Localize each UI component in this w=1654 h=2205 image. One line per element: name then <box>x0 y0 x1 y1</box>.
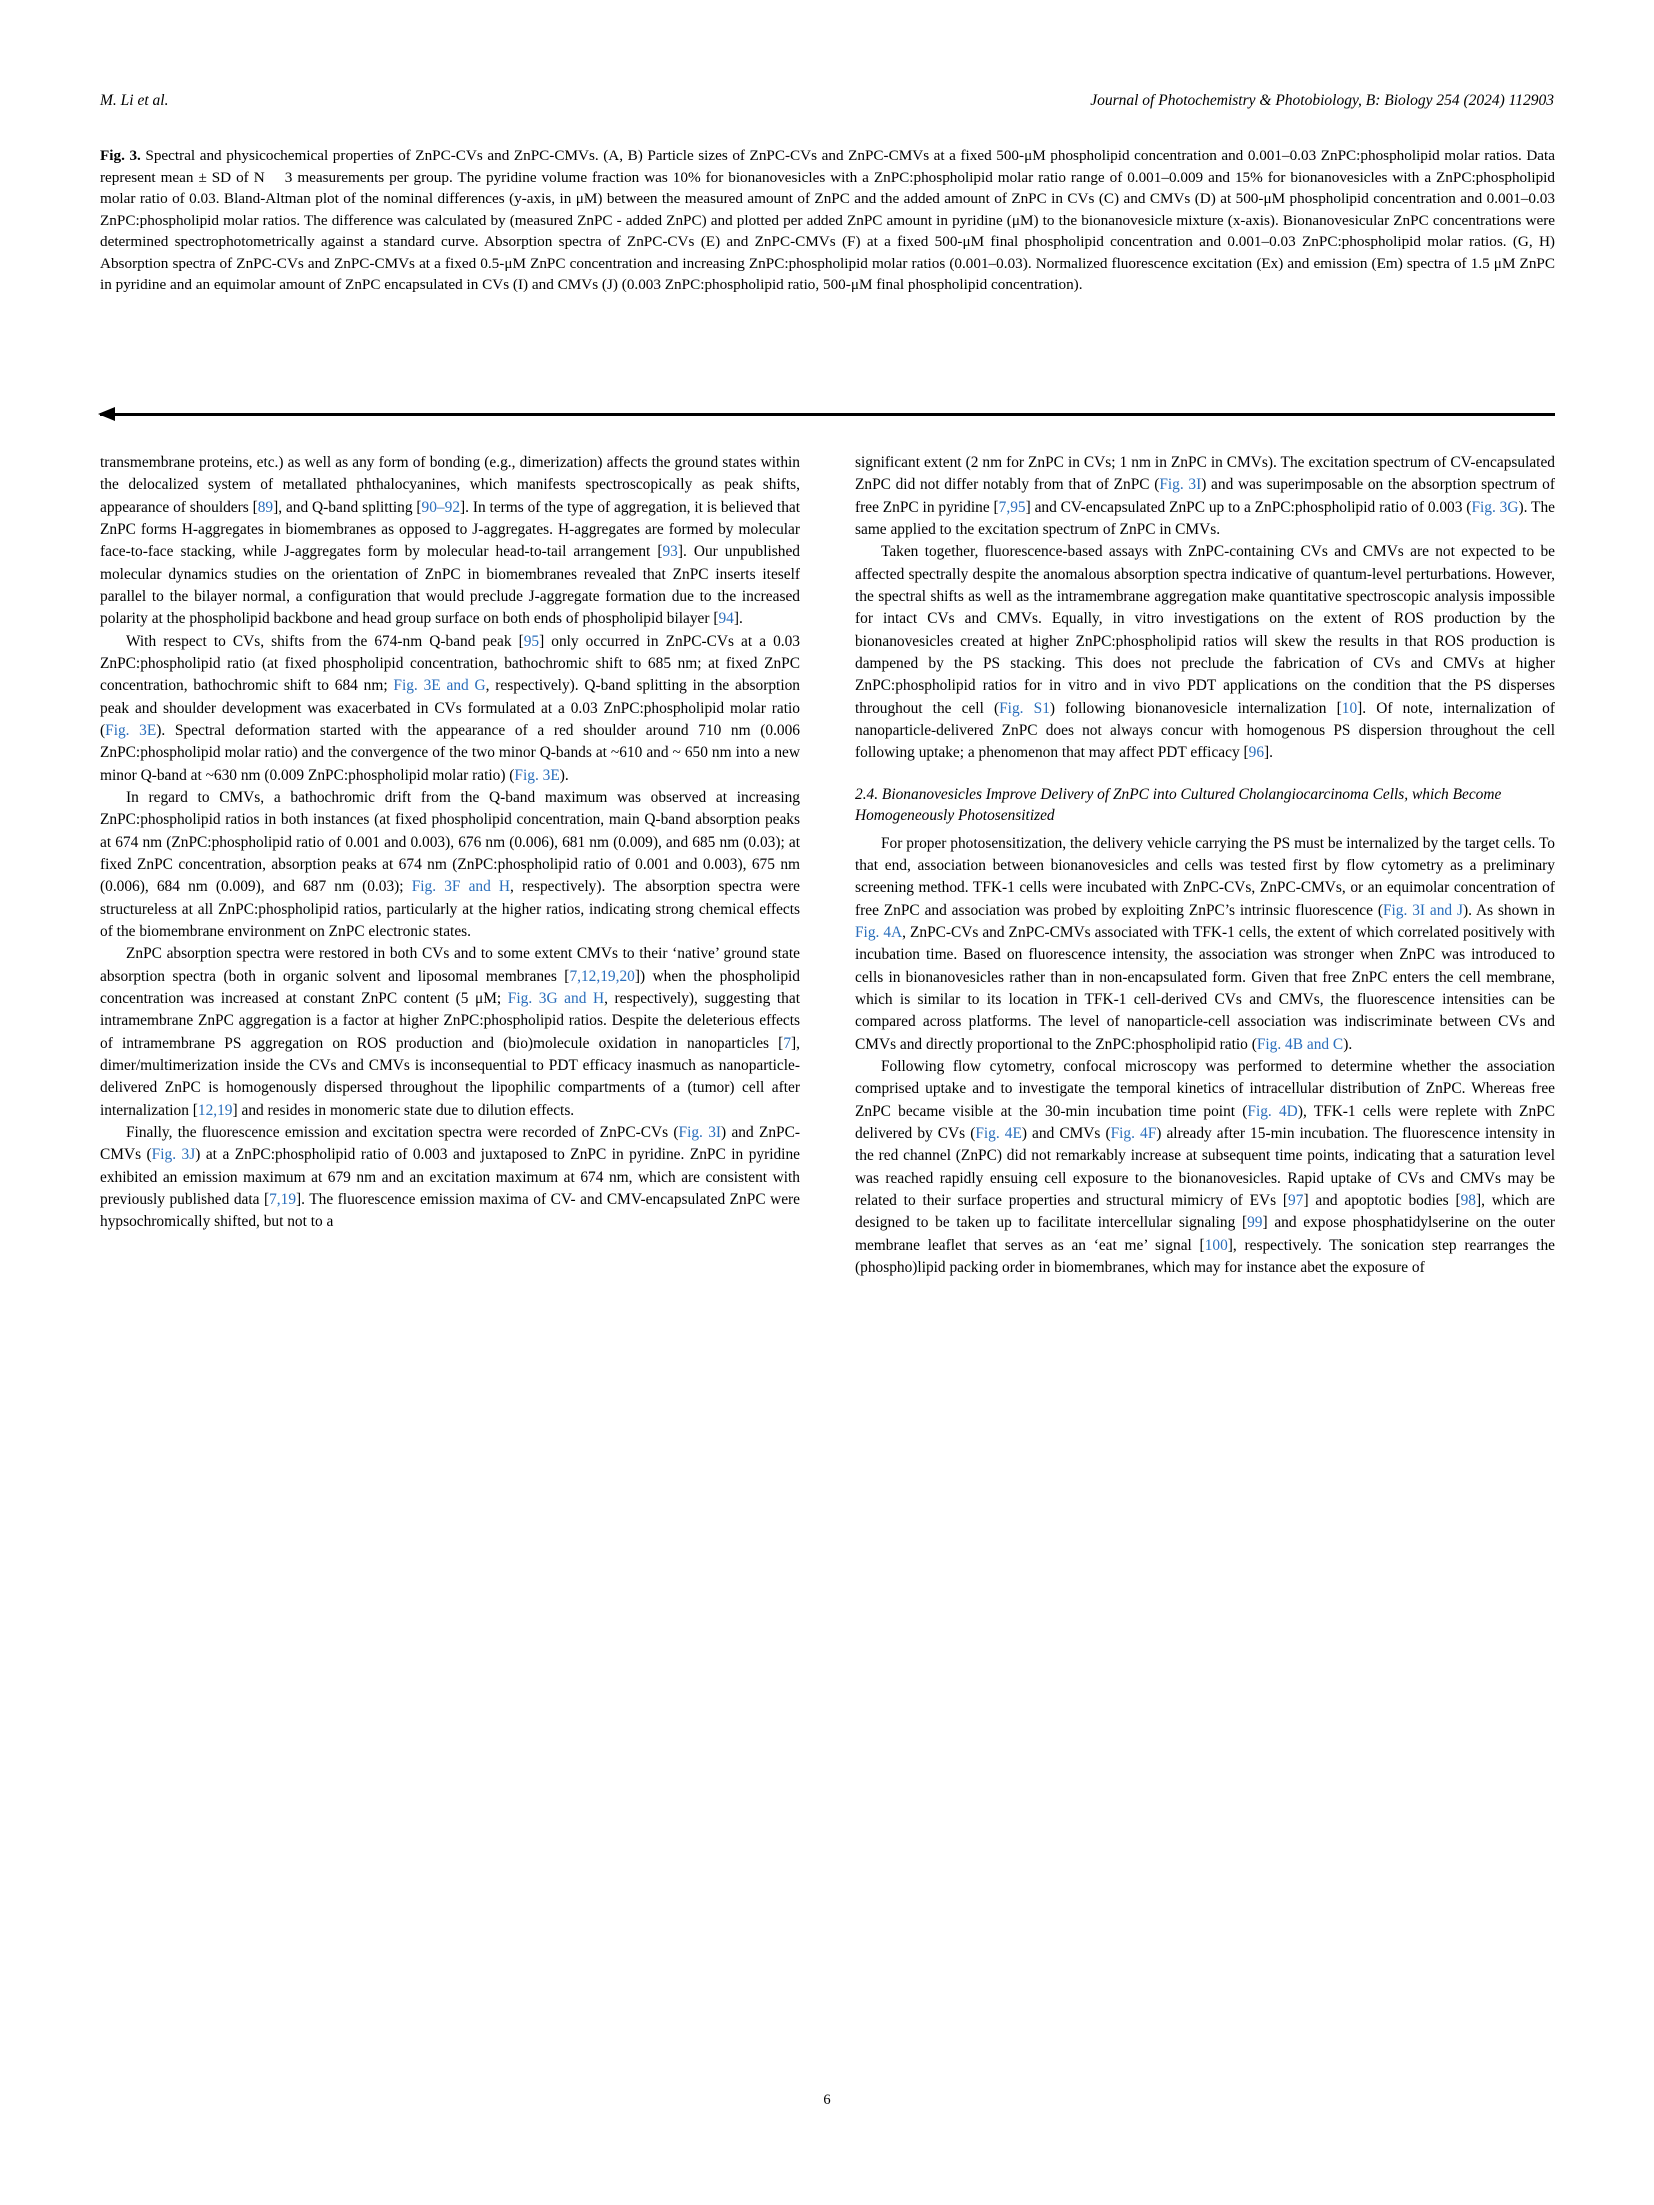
paragraph: In regard to CMVs, a bathochromic drift from the Q-band maximum was observed at increasing ZnPC:phospholipid ratios in both instances (at fixed phospholipid concentration, main Q-band absorption peaks at 674 nm (ZnPC:phospholipid ratio of 0.001 and 0.003), 676 nm (0.006), 681 nm (0.009), and 685 nm (0.03); at fixed ZnPC concentration, absorption peaks at 674 nm (ZnPC:phospholipid ratio of 0.001 and 0.003), 675 nm (0.006), 684 nm (0.009), and 687 nm (0.03); Fig. 3F and H, respectively). The absorption spectra were structureless at all ZnPC:phospholipid ratios, particularly at the higher ratios, indicating strong chemical effects of the biomembrane environment on ZnPC electronic states. <box>100 788 800 940</box>
paragraph: ZnPC absorption spectra were restored in both CVs and to some extent CMVs to their ‘native’ ground state absorption spectra (both in organic solvent and liposomal membranes [7,12,19,20]) when the phospholipid concentration was increased at constant ZnPC content (5 μM; Fig. 3G and H, respectively), suggesting that intramembrane ZnPC aggregation is a factor at higher ZnPC:phospholipid ratios. Despite the deleterious effects of intramembrane PS aggregation on ROS production and (bio)molecule oxidation in nanoparticles [7], dimer/multimerization inside the CVs and CMVs is inconsequential to PDT efficacy inasmuch as nanoparticle-delivered ZnPC is homogenously dispersed throughout the lipophilic compartments of a (tumor) cell after internalization [12,19] and resides in monomeric state due to dilution effects. <box>100 945 800 1119</box>
caption-divider <box>100 408 1555 420</box>
figure-caption-text: Spectral and physicochemical properties of ZnPC-CVs and ZnPC-CMVs. (A, B) Particle sizes of ZnPC-CVs and ZnPC-CMVs at a fixed 500-μM phospholipid concentration and 0.001–0.03 ZnPC:phospholipid molar ratios. Data represent mean ± SD of N 3 measurements per group. The pyridine volume fraction was 10% for bionanovesicles with a ZnPC:phospholipid molar ratio range of 0.001–0.009 and 15% for bionanovesicles with a ZnPC:phospholipid molar ratio of 0.03. Bland-Altman plot of the nominal differences (y-axis, in μM) between the measured amount of ZnPC and the added amount of ZnPC in CVs (C) and CMVs (D) at 500-μM phospholipid concentration and 0.001–0.03 ZnPC:phospholipid molar ratios. The difference was calculated by (measured ZnPC - added ZnPC) and plotted per added ZnPC amount in pyridine (μM) to the bionanovesicle mixture (x-axis). Bionanovesicular ZnPC concentrations were determined spectrophotometrically against a standard curve. Absorption spectra of ZnPC-CVs (E) and ZnPC-CMVs (F) at a fixed 500-μM final phospholipid concentration and 0.001–0.03 ZnPC:phospholipid molar ratios. (G, H) Absorption spectra of ZnPC-CVs and ZnPC-CMVs at a fixed 0.5-μM ZnPC concentration and increasing ZnPC:phospholipid molar ratios (0.001–0.03). Normalized fluorescence excitation (Ex) and emission (Em) spectra of 1.5 μM ZnPC in pyridine and an equimolar amount of ZnPC encapsulated in CVs (I) and CMVs (J) (0.003 ZnPC:phospholipid ratio, 500-μM final phospholipid concentration). <box>100 147 1555 294</box>
page-number: 6 <box>823 2092 831 2108</box>
section-subheading: 2.4. Bionanovesicles Improve Delivery of ZnPC into Cultured Cholangiocarcinoma Cells, which Become Homogeneously Photosensitized <box>855 785 1502 825</box>
paragraph: Following flow cytometry, confocal microscopy was performed to determine whether the association comprised uptake and to investigate the temporal kinetics of intracellular distribution of ZnPC. Whereas free ZnPC became visible at the 30-min incubation time point (Fig. 4D), TFK-1 cells were replete with ZnPC delivered by CVs (Fig. 4E) and CMVs (Fig. 4F) already after 15-min incubation. The fluorescence intensity in the red channel (ZnPC) did not remarkably increase at subsequent time points, indicating that a saturation level was reached rapidly ensuing cell exposure to the bionanovesicles. Rapid uptake of CVs and CMVs may be related to their surface properties and structural mimicry of EVs [97] and apoptotic bodies [98], which are designed to be taken up to facilitate intercellular signaling [99] and expose phosphatidylserine on the outer membrane leaflet that serves as an ‘eat me’ signal [100], respectively. The sonication step rearranges the (phospho)lipid packing order in biomembranes, which may for instance abet the exposure of <box>855 1058 1556 1276</box>
body-columns <box>100 452 1555 2052</box>
right-column <box>855 452 1555 1279</box>
running-head-authors: M. Li et al. <box>100 92 169 109</box>
divider-line <box>100 413 1555 416</box>
paragraph: transmembrane proteins, etc.) as well as any form of bonding (e.g., dimerization) affects the ground states within the delocalized system of metallated phthalocyanines, which manifests spectroscopically as peak shifts, appearance of shoulders [89], and Q-band splitting [90–92]. In terms of the type of aggregation, it is believed that ZnPC forms H-aggregates in biomembranes as opposed to J-aggregates. H-aggregates are formed by molecular face-to-face stacking, while J-aggregates form by molecular head-to-tail arrangement [93]. Our unpublished molecular dynamics studies on the orientation of ZnPC in biomembranes revealed that ZnPC inserts iteself parallel to the bilayer normal, a configuration that would preclude J-aggregate formation due to the increased polarity at the phospholipid backbone and head group surface on both ends of phospholipid bilayer [94]. <box>100 454 800 628</box>
figure-caption <box>100 145 1555 296</box>
left-column <box>100 452 800 1233</box>
running-head <box>100 92 1554 110</box>
paragraph: For proper photosensitization, the delivery vehicle carrying the PS must be internalized by the target cells. To that end, association between bionanovesicles and cells was tested first by flow cytometry as a preliminary screening method. TFK-1 cells were incubated with ZnPC-CVs, ZnPC-CMVs, or an equimolar concentration of free ZnPC and association was probed by exploiting ZnPC’s intrinsic fluorescence (Fig. 3I and J). As shown in Fig. 4A, ZnPC-CVs and ZnPC-CMVs associated with TFK-1 cells, the extent of which correlated positively with incubation time. Based on fluorescence intensity, the association was stronger when ZnPC was introduced to cells in bionanovesicles rather than in non-encapsulated form. Given that free ZnPC enters the cell membrane, which is similar to its location in TFK-1 cell-derived CVs and CMVs, the fluorescence intensities can be compared across platforms. The level of nanoparticle-cell association was indiscriminate between CVs and CMVs and directly proportional to the ZnPC:phospholipid ratio (Fig. 4B and C). <box>855 834 1555 1053</box>
paragraph: significant extent (2 nm for ZnPC in CVs; 1 nm in ZnPC in CMVs). The excitation spectrum of CV-encapsulated ZnPC did not differ notably from that of ZnPC (Fig. 3I) and was superimposable on the absorption spectrum of free ZnPC in pyridine [7,95] and CV-encapsulated ZnPC up to a ZnPC:phospholipid ratio of 0.003 (Fig. 3G). The same applied to the excitation spectrum of ZnPC in CMVs. <box>855 454 1555 538</box>
paragraph: Finally, the fluorescence emission and excitation spectra were recorded of ZnPC-CVs (Fig. 3I) and ZnPC-CMVs (Fig. 3J) at a ZnPC:phospholipid ratio of 0.003 and juxtaposed to ZnPC in pyridine. ZnPC in pyridine exhibited an emission maximum at 679 nm and an excitation maximum at 674 nm, which are consistent with previously published data [7,19]. The fluorescence emission maxima of CV- and CMV-encapsulated ZnPC were hypsochromically shifted, but not to a <box>100 1123 801 1231</box>
paragraph: Taken together, fluorescence-based assays with ZnPC-containing CVs and CMVs are not expected to be affected spectrally despite the anomalous absorption spectra indicative of quantum-level perturbations. However, the spectral shifts as well as the intramembrane aggregation make quantitative spectroscopic analysis impossible for intact CVs and CMVs. Equally, in vitro investigations on the extent of ROS production by the bionanovesicles created at higher ZnPC:phospholipid ratios will skew the results in that ROS production is dampened by the PS stacking. This does not preclude the fabrication of CVs and CMVs at higher ZnPC:phospholipid ratios for in vitro and in vivo PDT applications on the condition that the PS disperses throughout the cell (Fig. S1) following bionanovesicle internalization [10]. Of note, internalization of nanoparticle-delivered ZnPC does not always concur with homogenous PS dispersion throughout the cell following uptake; a phenomenon that may affect PDT efficacy [96]. <box>855 543 1556 762</box>
running-head-journal: Journal of Photochemistry & Photobiology, B: Biology 254 (2024) 112903 <box>1090 92 1554 109</box>
paragraph: With respect to CVs, shifts from the 674-nm Q-band peak [95] only occurred in ZnPC-CVs at a 0.03 ZnPC:phospholipid ratio (at fixed phospholipid concentration, bathochromic shift to 685 nm; at fixed ZnPC concentration, bathochromic shift to 684 nm; Fig. 3E and G, respectively). Q-band splitting in the absorption peak and shoulder development was exacerbated in CVs formulated at a 0.03 ZnPC:phospholipid molar ratio (Fig. 3E). Spectral deformation started with the appearance of a red shoulder around 710 nm (0.006 ZnPC:phospholipid molar ratio) and the convergence of the two minor Q-bands at ~610 and ~ 650 nm into a new minor Q-band at ~630 nm (0.009 ZnPC:phospholipid molar ratio) (Fig. 3E). <box>100 632 801 784</box>
figure-caption-label: Fig. 3. <box>100 147 141 164</box>
divider-arrow-icon <box>98 407 115 421</box>
